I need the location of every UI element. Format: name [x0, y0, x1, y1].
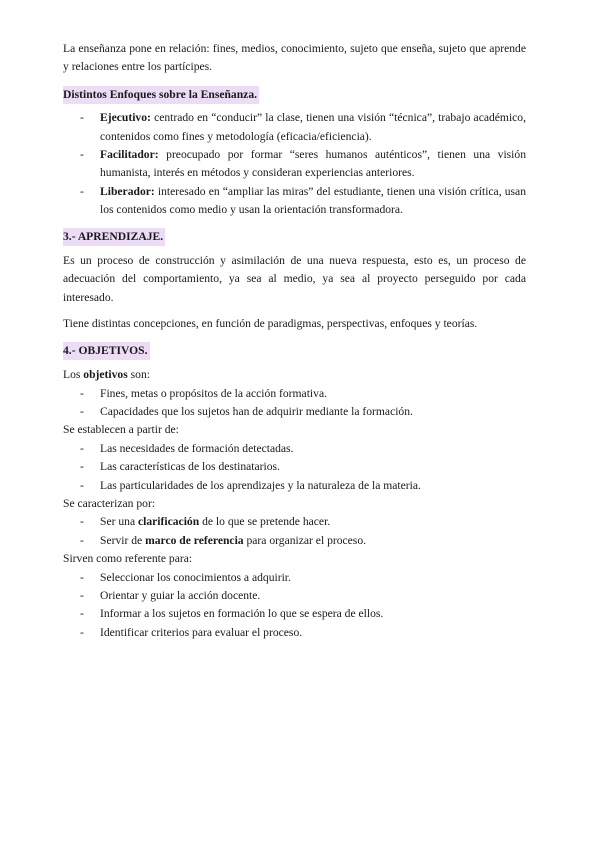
- list-item: [63, 532, 526, 550]
- bullet-dash: -: [80, 625, 84, 639]
- list-item-text: Fines, metas o propósitos de la acción formativa.: [100, 386, 327, 400]
- list-item-text: Orientar y guiar la acción docente.: [100, 588, 261, 602]
- list-item: [63, 403, 526, 421]
- intro-paragraph: La enseñanza pone en relación: fines, medios, conocimiento, sujeto que enseña, sujeto que aprende y relaciones entre los partícipes.: [63, 42, 526, 74]
- list-item-text: Ser una: [100, 515, 138, 529]
- list-item-text: Las necesidades de formación detectadas.: [100, 441, 294, 455]
- aprendizaje-paragraph-1: Es un proceso de construcción y asimilación de una nueva respuesta, esto es, un proceso de adecuación del comportamiento, ya sea al medio, ya sea al proyecto perseguido por cada interesado.: [63, 254, 526, 304]
- list-item: [63, 624, 526, 642]
- list-item: [63, 587, 526, 605]
- enfoque-text: centrado en “conducir” la clase, tienen una visión “técnica”, trabajo académico, contenidos como fines y metodología (eficacia/eficiencia).: [100, 111, 527, 143]
- document-content: [63, 40, 526, 642]
- caracterizan-list: [63, 513, 526, 550]
- list-item: [63, 385, 526, 403]
- enfoque-text: interesado en “ampliar las miras” del estudiante, tienen una visión crítica, usan los contenidos como medio y usan la orientación transformadora.: [100, 184, 526, 217]
- list-item-bold: clarificación: [138, 515, 200, 529]
- aprendizaje-paragraph-2: Tiene distintas concepciones, en función de paradigmas, perspectivas, enfoques y teorías.: [63, 317, 478, 331]
- enfoques-title: Distintos Enfoques sobre la Enseñanza.: [63, 86, 259, 104]
- list-item: [63, 146, 526, 183]
- bullet-dash: -: [80, 515, 84, 529]
- objetivos-intro: [63, 366, 526, 384]
- list-item: [63, 183, 526, 220]
- establecen-list: [63, 440, 526, 495]
- list-item-text: Identificar criterios para evaluar el proceso.: [100, 625, 303, 639]
- enfoque-text: preocupado por formar “seres humanos auténticos”, tienen una visión humanista, interés en métodos y consideran experiencias anteriores.: [100, 148, 526, 180]
- enfoques-list: [63, 109, 526, 219]
- caracterizan-title: Se caracterizan por:: [63, 496, 156, 510]
- bullet-dash: -: [80, 460, 84, 474]
- list-item-bold: marco de referencia: [145, 533, 244, 547]
- enfoque-term: Liberador:: [100, 184, 155, 198]
- bullet-dash: -: [80, 478, 84, 492]
- bullet-dash: -: [80, 111, 84, 125]
- objetivos-intro-bold: objetivos: [83, 368, 128, 382]
- list-item: [63, 440, 526, 458]
- aprendizaje-heading: [63, 228, 526, 246]
- list-item-text: Las características de los destinatarios.: [100, 460, 280, 474]
- bullet-dash: -: [80, 441, 84, 455]
- enfoques-heading: [63, 86, 526, 104]
- objetivos-intro-pre: Los: [63, 368, 84, 382]
- enfoque-term: Facilitador:: [100, 148, 159, 162]
- list-item-text: de lo que se pretende hacer.: [199, 515, 331, 529]
- list-item: [63, 477, 526, 495]
- list-item: [63, 569, 526, 587]
- list-item-text: Las particularidades de los aprendizajes y la naturaleza de la materia.: [100, 478, 421, 492]
- bullet-dash: -: [80, 148, 84, 162]
- sirven-list: [63, 569, 526, 643]
- list-item-text: Seleccionar los conocimientos a adquirir.: [100, 570, 291, 584]
- bullet-dash: -: [80, 184, 84, 198]
- list-item: [63, 109, 526, 146]
- list-item: [63, 605, 526, 623]
- objetivos-intro-post: son:: [127, 368, 150, 382]
- list-item-text: Informar a los sujetos en formación lo que se espera de ellos.: [100, 607, 384, 621]
- list-item-text: Capacidades que los sujetos han de adquirir mediante la formación.: [100, 404, 413, 418]
- bullet-dash: -: [80, 533, 84, 547]
- objetivos-heading: [63, 342, 526, 360]
- objetivos-title: 4.- OBJETIVOS.: [63, 342, 150, 360]
- objetivos-son-list: [63, 385, 526, 422]
- bullet-dash: -: [80, 404, 84, 418]
- bullet-dash: -: [80, 588, 84, 602]
- list-item-text: Servir de: [100, 533, 146, 547]
- establecen-title: Se establecen a partir de:: [63, 423, 179, 437]
- enfoque-term: Ejecutivo:: [100, 111, 151, 125]
- list-item: [63, 513, 526, 531]
- bullet-dash: -: [80, 386, 84, 400]
- aprendizaje-title: 3.- APRENDIZAJE.: [63, 228, 165, 246]
- list-item: [63, 458, 526, 476]
- list-item-text: para organizar el proceso.: [243, 533, 367, 547]
- bullet-dash: -: [80, 570, 84, 584]
- bullet-dash: -: [80, 607, 84, 621]
- sirven-title: Sirven como referente para:: [63, 552, 193, 566]
